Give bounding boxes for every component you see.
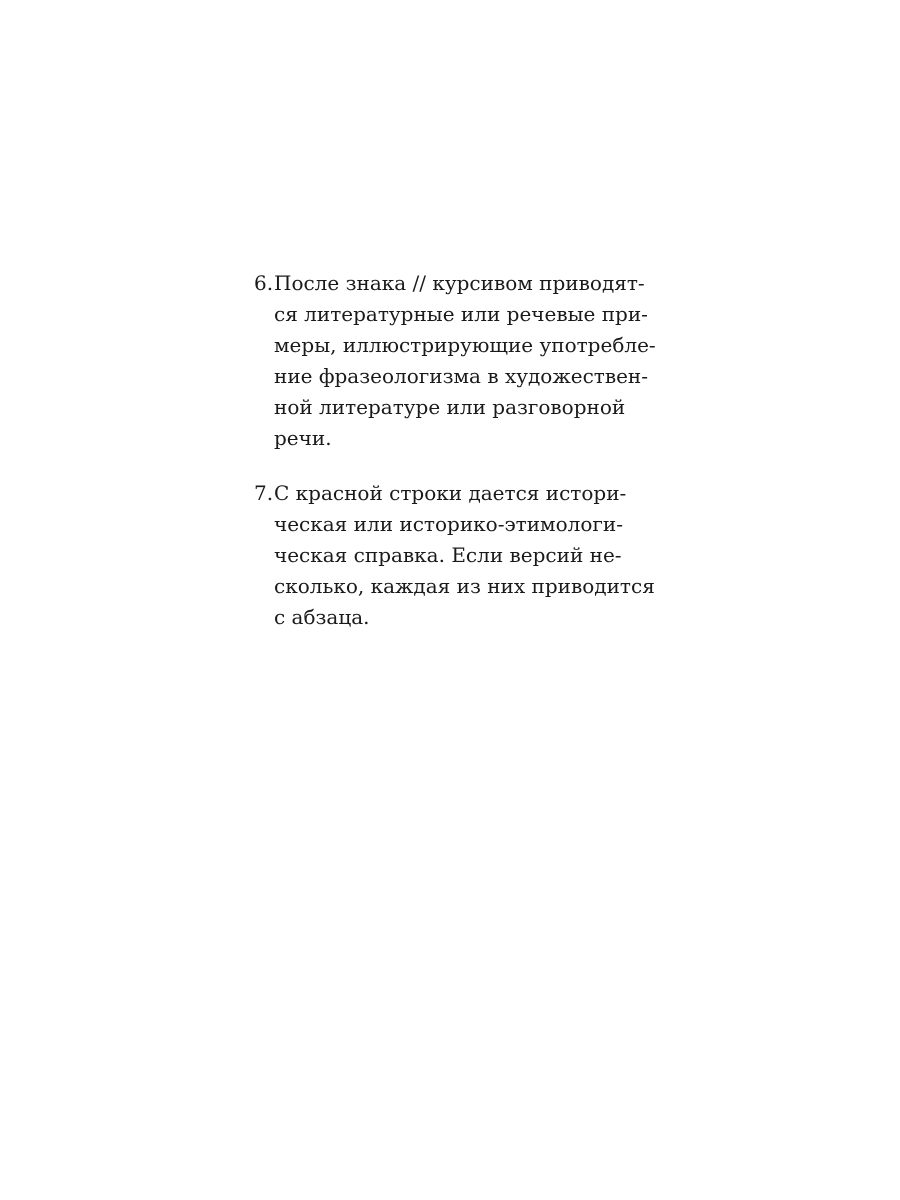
text-line: меры, иллюстрирующие употребле- [274,333,656,357]
text-line: сколько, каждая из них приводится [274,574,655,598]
text-line: речи. [274,426,332,450]
text-line: с абзаца. [274,605,370,629]
text-line: После знака // курсивом приводят- [274,271,645,295]
text-line: ся литературные или речевые при- [274,302,648,326]
text-line: ческая или историко-этимологи- [274,512,623,536]
list-item [254,268,684,454]
list-item [254,478,684,633]
text-line: С красной строки дается истори- [274,481,627,505]
text-line: ческая справка. Если версий не- [274,543,622,567]
text-line: ние фразеологизма в художествен- [274,364,649,388]
item-number: 6. [254,271,274,295]
text-line: ной литературе или разговорной [274,395,626,419]
numbered-list [254,268,684,633]
item-number: 7. [254,481,274,505]
